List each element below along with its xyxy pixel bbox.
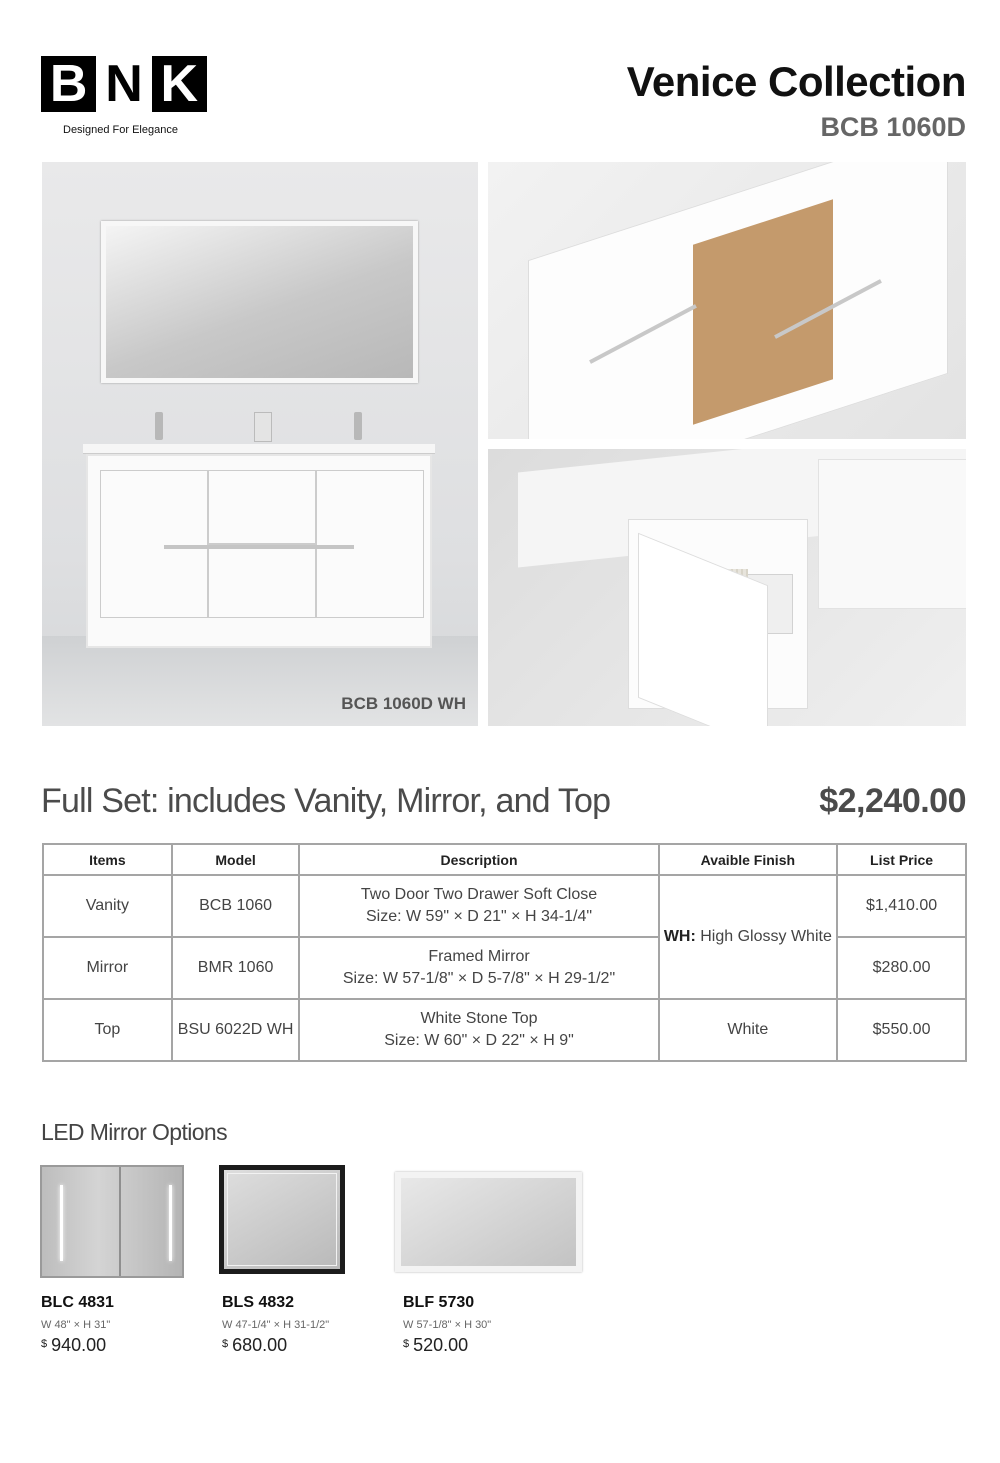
table-header-row: [43, 844, 966, 875]
vanity-cabinet: [86, 454, 432, 648]
fullset-heading: Full Set: includes Vanity, Mirror, and Top: [41, 782, 611, 820]
cabinet-drawer-bottom: [208, 544, 316, 618]
mirror-glass: [227, 1173, 337, 1266]
spec-table: [42, 843, 967, 1062]
cabinet-side-drawers: [818, 459, 966, 609]
fullset-total-price: $2,240.00: [819, 782, 966, 820]
cell-item: Vanity: [43, 875, 172, 937]
col-header-finish: Avaible Finish: [659, 844, 838, 875]
faucet-right: [354, 412, 362, 440]
logo-letter-b: B: [49, 55, 88, 113]
led-light-bar-right: [169, 1185, 172, 1261]
brand-tagline: Designed For Elegance: [63, 124, 178, 136]
cell-description: [299, 937, 658, 999]
led-mirror-cabinet-image: [40, 1165, 184, 1278]
finish-code: WH:: [663, 928, 696, 945]
finish-name: High Glossy White: [700, 928, 832, 945]
cabinet-door-left: [100, 470, 208, 618]
photo-model-label: BCB 1060D WH: [341, 694, 466, 713]
col-header-price: List Price: [837, 844, 966, 875]
cell-description: [299, 875, 658, 937]
desc-line-1: White Stone Top: [420, 1010, 538, 1027]
cabinet-drawer-top: [208, 470, 316, 544]
led-options-title: LED Mirror Options: [41, 1119, 228, 1145]
led-item-size: W 47-1/4" × H 31-1/2": [222, 1319, 330, 1331]
cabinet-handle: [164, 545, 354, 549]
cell-price: $280.00: [837, 937, 966, 999]
desc-line-1: Two Door Two Drawer Soft Close: [360, 886, 598, 903]
led-item-price: [222, 1335, 287, 1356]
led-item-name: BLF 5730: [403, 1294, 475, 1311]
cabinet-door-split: [119, 1167, 121, 1276]
logo-letter-n: N: [96, 56, 151, 112]
price-value: 680.00: [232, 1335, 288, 1355]
led-item-price: [403, 1335, 468, 1356]
cell-item: Top: [43, 999, 172, 1061]
desc-line-2: Size: W 60" × D 22" × H 9": [384, 1032, 574, 1049]
price-value: 520.00: [413, 1335, 469, 1355]
cell-model: BMR 1060: [172, 937, 300, 999]
col-header-description: Description: [299, 844, 658, 875]
cell-finish: White: [659, 999, 838, 1061]
led-item-size: W 48" × H 31": [41, 1319, 111, 1331]
led-item-size: W 57-1/8" × H 30": [403, 1319, 492, 1331]
currency-symbol: $: [222, 1338, 229, 1350]
table-row: [43, 999, 966, 1061]
drawer-detail-photo: [488, 162, 966, 439]
led-light-bar-left: [60, 1185, 63, 1261]
led-item-price: [41, 1335, 106, 1356]
collection-title: Venice Collection: [626, 58, 966, 105]
faucet-left: [155, 412, 163, 440]
col-header-model: Model: [172, 844, 300, 875]
col-header-items: Items: [43, 844, 172, 875]
vanity-main-photo: [42, 162, 478, 726]
cell-model: BCB 1060: [172, 875, 300, 937]
model-subtitle: BCB 1060D: [820, 112, 966, 142]
currency-symbol: $: [403, 1338, 410, 1350]
led-item-name: BLC 4831: [41, 1294, 114, 1311]
cell-price: $1,410.00: [837, 875, 966, 937]
desc-line-2: Size: W 57-1/8" × D 5-7/8" × H 29-1/2": [342, 970, 616, 987]
led-mirror-black-frame-image: [219, 1165, 345, 1274]
desc-line-1: Framed Mirror: [428, 948, 530, 965]
cell-item: Mirror: [43, 937, 172, 999]
framed-mirror-image: [101, 221, 418, 383]
cabinet-detail-photo: [488, 449, 966, 726]
countertop: [83, 444, 435, 454]
led-mirror-frameless-image: [395, 1172, 582, 1272]
price-value: 940.00: [51, 1335, 107, 1355]
cell-price: $550.00: [837, 999, 966, 1061]
table-row: [43, 875, 966, 937]
currency-symbol: $: [41, 1338, 48, 1350]
logo-letter-k: K: [160, 55, 199, 113]
led-item-name: BLS 4832: [222, 1294, 295, 1311]
cabinet-door-right: [316, 470, 424, 618]
brand-logo: [41, 56, 207, 112]
desc-line-2: Size: W 59" × D 21" × H 34-1/4": [365, 908, 593, 925]
cell-model: BSU 6022D WH: [172, 999, 300, 1061]
cell-finish-shared: [659, 875, 838, 999]
toiletry-bottles: [254, 412, 272, 442]
cell-description: [299, 999, 658, 1061]
